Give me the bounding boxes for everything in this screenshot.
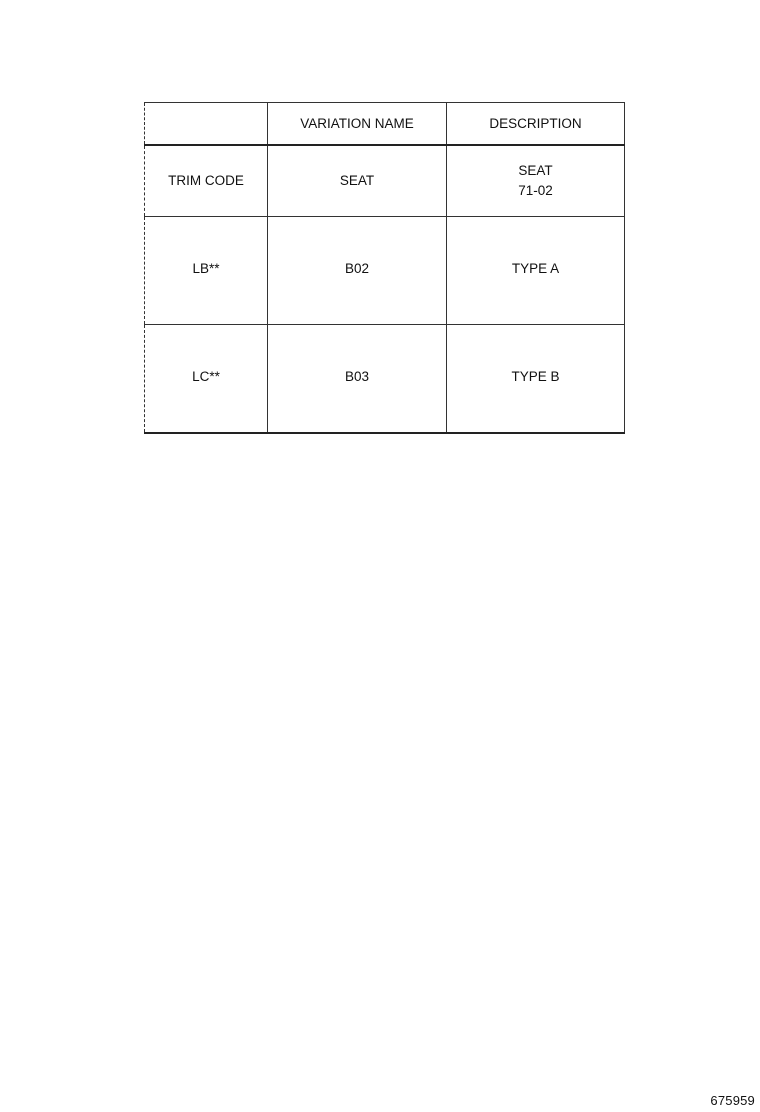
- table-row-seat: [145, 145, 625, 217]
- description-cell: TYPE A: [447, 217, 625, 325]
- seat-variation: SEAT: [268, 145, 447, 217]
- seat-description: [447, 145, 625, 217]
- description-cell: TYPE B: [447, 325, 625, 434]
- reference-number: 675959: [710, 1093, 755, 1108]
- seat-description-line2: 71-02: [518, 183, 553, 198]
- variation-cell: B02: [268, 217, 447, 325]
- table-row: [145, 325, 625, 434]
- header-variation-name: VARIATION NAME: [268, 103, 447, 146]
- table-header-row: [145, 103, 625, 146]
- trim-code-cell: LC**: [145, 325, 268, 434]
- header-empty-cell: [145, 103, 268, 146]
- trim-code-label: TRIM CODE: [145, 145, 268, 217]
- header-description: DESCRIPTION: [447, 103, 625, 146]
- trim-code-table: [144, 102, 625, 434]
- trim-code-cell: LB**: [145, 217, 268, 325]
- table-row: [145, 217, 625, 325]
- variation-cell: B03: [268, 325, 447, 434]
- seat-description-line1: SEAT: [518, 163, 553, 178]
